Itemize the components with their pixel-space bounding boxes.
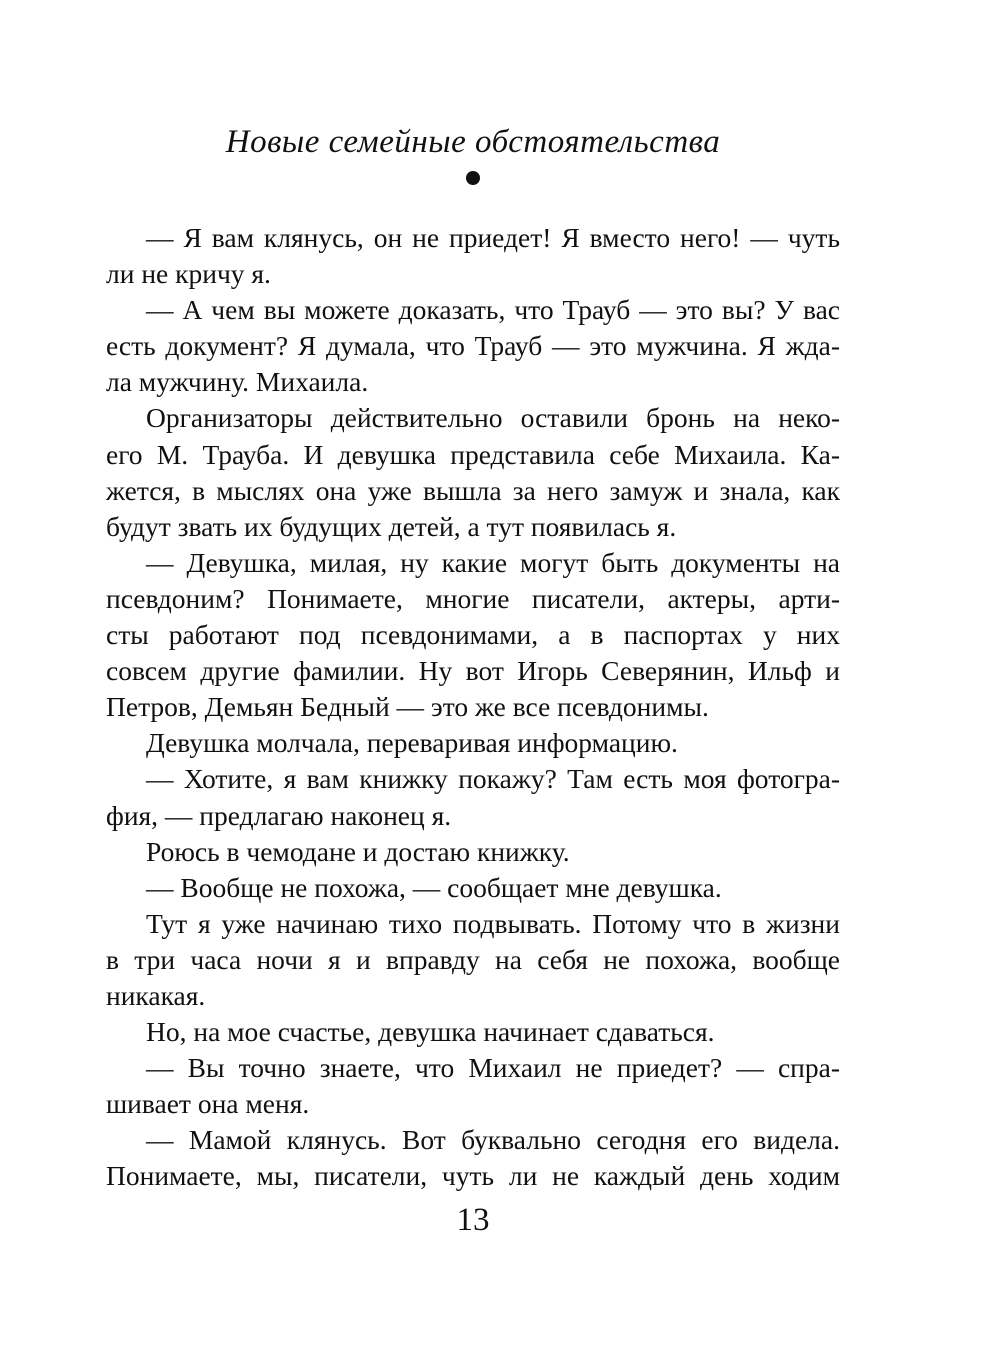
text-line: — Хотите, я вам книжку покажу? Там есть моя фотогра- bbox=[146, 763, 840, 795]
running-head: Новые семейные обстоятельства bbox=[225, 124, 721, 160]
text-line: — Вообще не похожа, — сообщает мне девушка. bbox=[146, 871, 722, 903]
text-line: Но, на мое счастье, девушка начинает сдаваться. bbox=[146, 1016, 715, 1048]
text-line: его М. Трауба. И девушка представила себе Михаила. Ка- bbox=[106, 438, 840, 470]
text-line: шивает она меня. bbox=[106, 1088, 310, 1120]
text-line: совсем другие фамилии. Ну вот Игорь Северянин, Ильф и bbox=[106, 655, 840, 687]
text-line: фия, — предлагаю наконец я. bbox=[106, 799, 452, 831]
text-line: Тут я уже начинаю тихо подвывать. Потому что в жизни bbox=[146, 907, 840, 939]
text-line: Роюсь в чемодане и достаю книжку. bbox=[146, 835, 570, 867]
text-line: — Я вам клянусь, он не приедет! Я вместо него! — чуть bbox=[146, 222, 840, 253]
text-line: — А чем вы можете доказать, что Трауб — это вы? У вас bbox=[146, 294, 840, 326]
text-line: Понимаете, мы, писатели, чуть ли не каждый день ходим bbox=[106, 1160, 840, 1192]
text-line: есть документ? Я думала, что Трауб — это мужчина. Я жда- bbox=[106, 330, 840, 362]
text-line: Девушка молчала, переваривая информацию. bbox=[146, 727, 678, 759]
text-line: — Девушка, милая, ну какие могут быть документы на bbox=[146, 546, 840, 578]
page-number: 13 bbox=[456, 1202, 490, 1238]
text-line: будут звать их будущих детей, а тут появилась я. bbox=[106, 510, 677, 542]
bullet-ornament-icon bbox=[466, 171, 480, 185]
body-text bbox=[106, 220, 840, 1195]
text-line: Организаторы действительно оставили бронь на неко- bbox=[146, 402, 840, 434]
text-line: Петров, Демьян Бедный — это же все псевдонимы. bbox=[106, 691, 709, 723]
text-line: — Вы точно знаете, что Михаил не приедет? — спра- bbox=[146, 1052, 840, 1084]
text-line: псевдоним? Понимаете, многие писатели, актеры, арти- bbox=[106, 582, 840, 614]
text-line: в три часа ночи я и вправду на себя не похожа, вообще bbox=[106, 943, 840, 975]
text-line: никакая. bbox=[106, 979, 206, 1011]
text-line: жется, в мыслях она уже вышла за него замуж и знала, как bbox=[106, 474, 840, 506]
text-line: ли не кричу я. bbox=[106, 258, 271, 290]
text-line: — Мамой клянусь. Вот буквально сегодня его видела. bbox=[146, 1124, 840, 1156]
text-line: сты работают под псевдонимами, а в паспортах у них bbox=[106, 619, 840, 651]
text-line: ла мужчину. Михаила. bbox=[106, 366, 369, 398]
